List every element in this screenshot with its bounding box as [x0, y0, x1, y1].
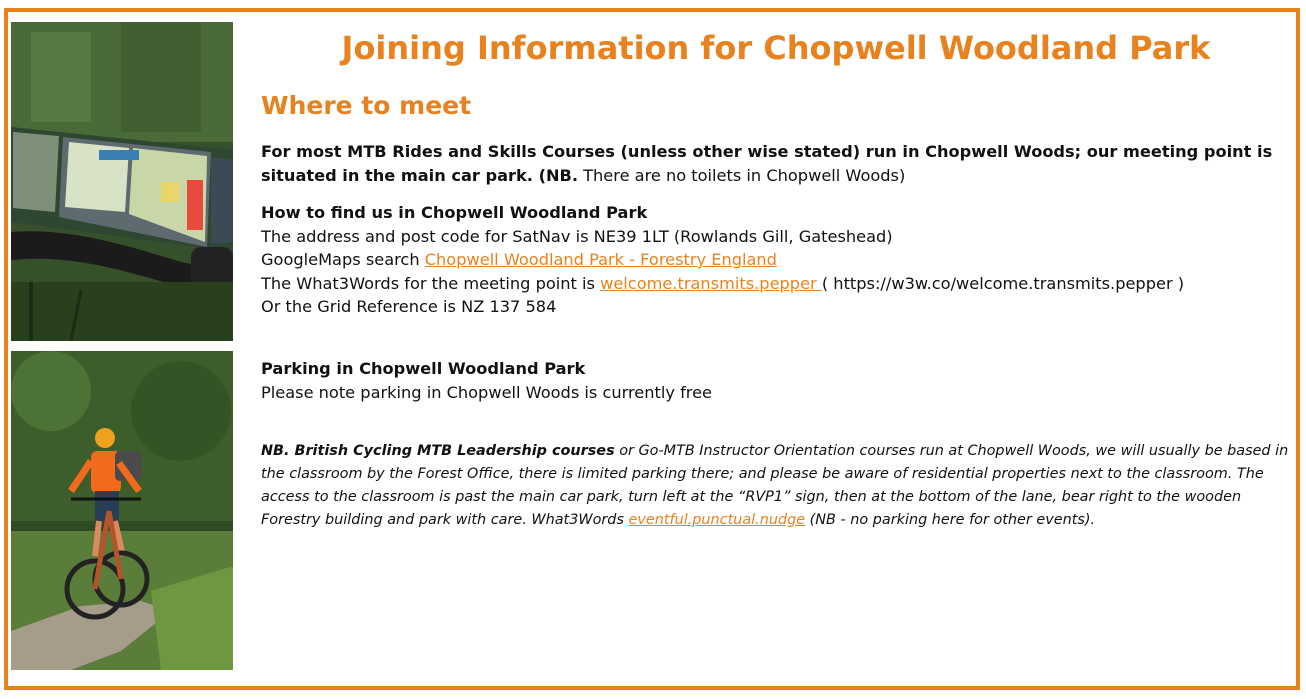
googlemaps-link[interactable]: Chopwell Woodland Park - Forestry England: [424, 250, 777, 269]
parking-text: Please note parking in Chopwell Woods is currently free: [261, 382, 713, 402]
page-title: Joining Information for Chopwell Woodland Park: [341, 29, 1211, 67]
where-to-meet-heading: Where to meet: [261, 91, 472, 120]
parking-section: [261, 357, 1281, 404]
nb-leadership-note: [261, 440, 1291, 532]
what3words-prefix: The What3Words for the meeting point is: [261, 273, 601, 293]
googlemaps-prefix: GoogleMaps search: [261, 250, 425, 269]
what3words-link[interactable]: welcome.transmits.pepper: [600, 273, 822, 293]
meeting-point-bold-text: For most MTB Rides and Skills Courses (unless other wise stated) run in Chopwell Woods; our meeting point is situated in the main car park. (NB.: [261, 142, 1273, 185]
satnav-address: The address and post code for SatNav is NE39 1LT (Rowlands Gill, Gateshead): [261, 226, 893, 246]
what3words-url-text: ( https://w3w.co/welcome.transmits.pepper ): [821, 273, 1185, 293]
nb-leadership-text: or Go-MTB Instructor Orientation courses run at Chopwell Woods, we will usually be based in the classroom by the Forest Office, there is limited parking there; and please be aware of residential properties next to the classroom. The access to the classroom is past the main car park, turn left at the “RVP1” sign, then at the bottom of the lane, bear right to the wooden Forestry building and park with care. What3Words: [261, 443, 1289, 528]
classroom-what3words-link[interactable]: eventful.punctual.nudge: [628, 512, 806, 528]
meeting-point-note: There are no toilets in Chopwell Woods): [578, 165, 906, 185]
what3words-line: [261, 272, 1281, 296]
mountain-biker-photo: [11, 351, 233, 670]
trail-map-sign-photo: [11, 22, 233, 341]
nb-leadership-end: (NB - no parking here for other events).: [805, 512, 1096, 528]
trail-map-sign-image: [11, 22, 233, 341]
meeting-point-paragraph: [261, 140, 1281, 187]
find-us-section: [261, 201, 1281, 319]
find-us-heading: How to find us in Chopwell Woodland Park: [261, 203, 648, 222]
mountain-biker-image: [11, 351, 233, 670]
nb-leadership-bold: NB. British Cycling MTB Leadership courses: [261, 443, 615, 459]
grid-reference: Or the Grid Reference is NZ 137 584: [261, 297, 557, 316]
parking-heading: Parking in Chopwell Woodland Park: [261, 359, 586, 378]
googlemaps-line: [261, 248, 1281, 272]
